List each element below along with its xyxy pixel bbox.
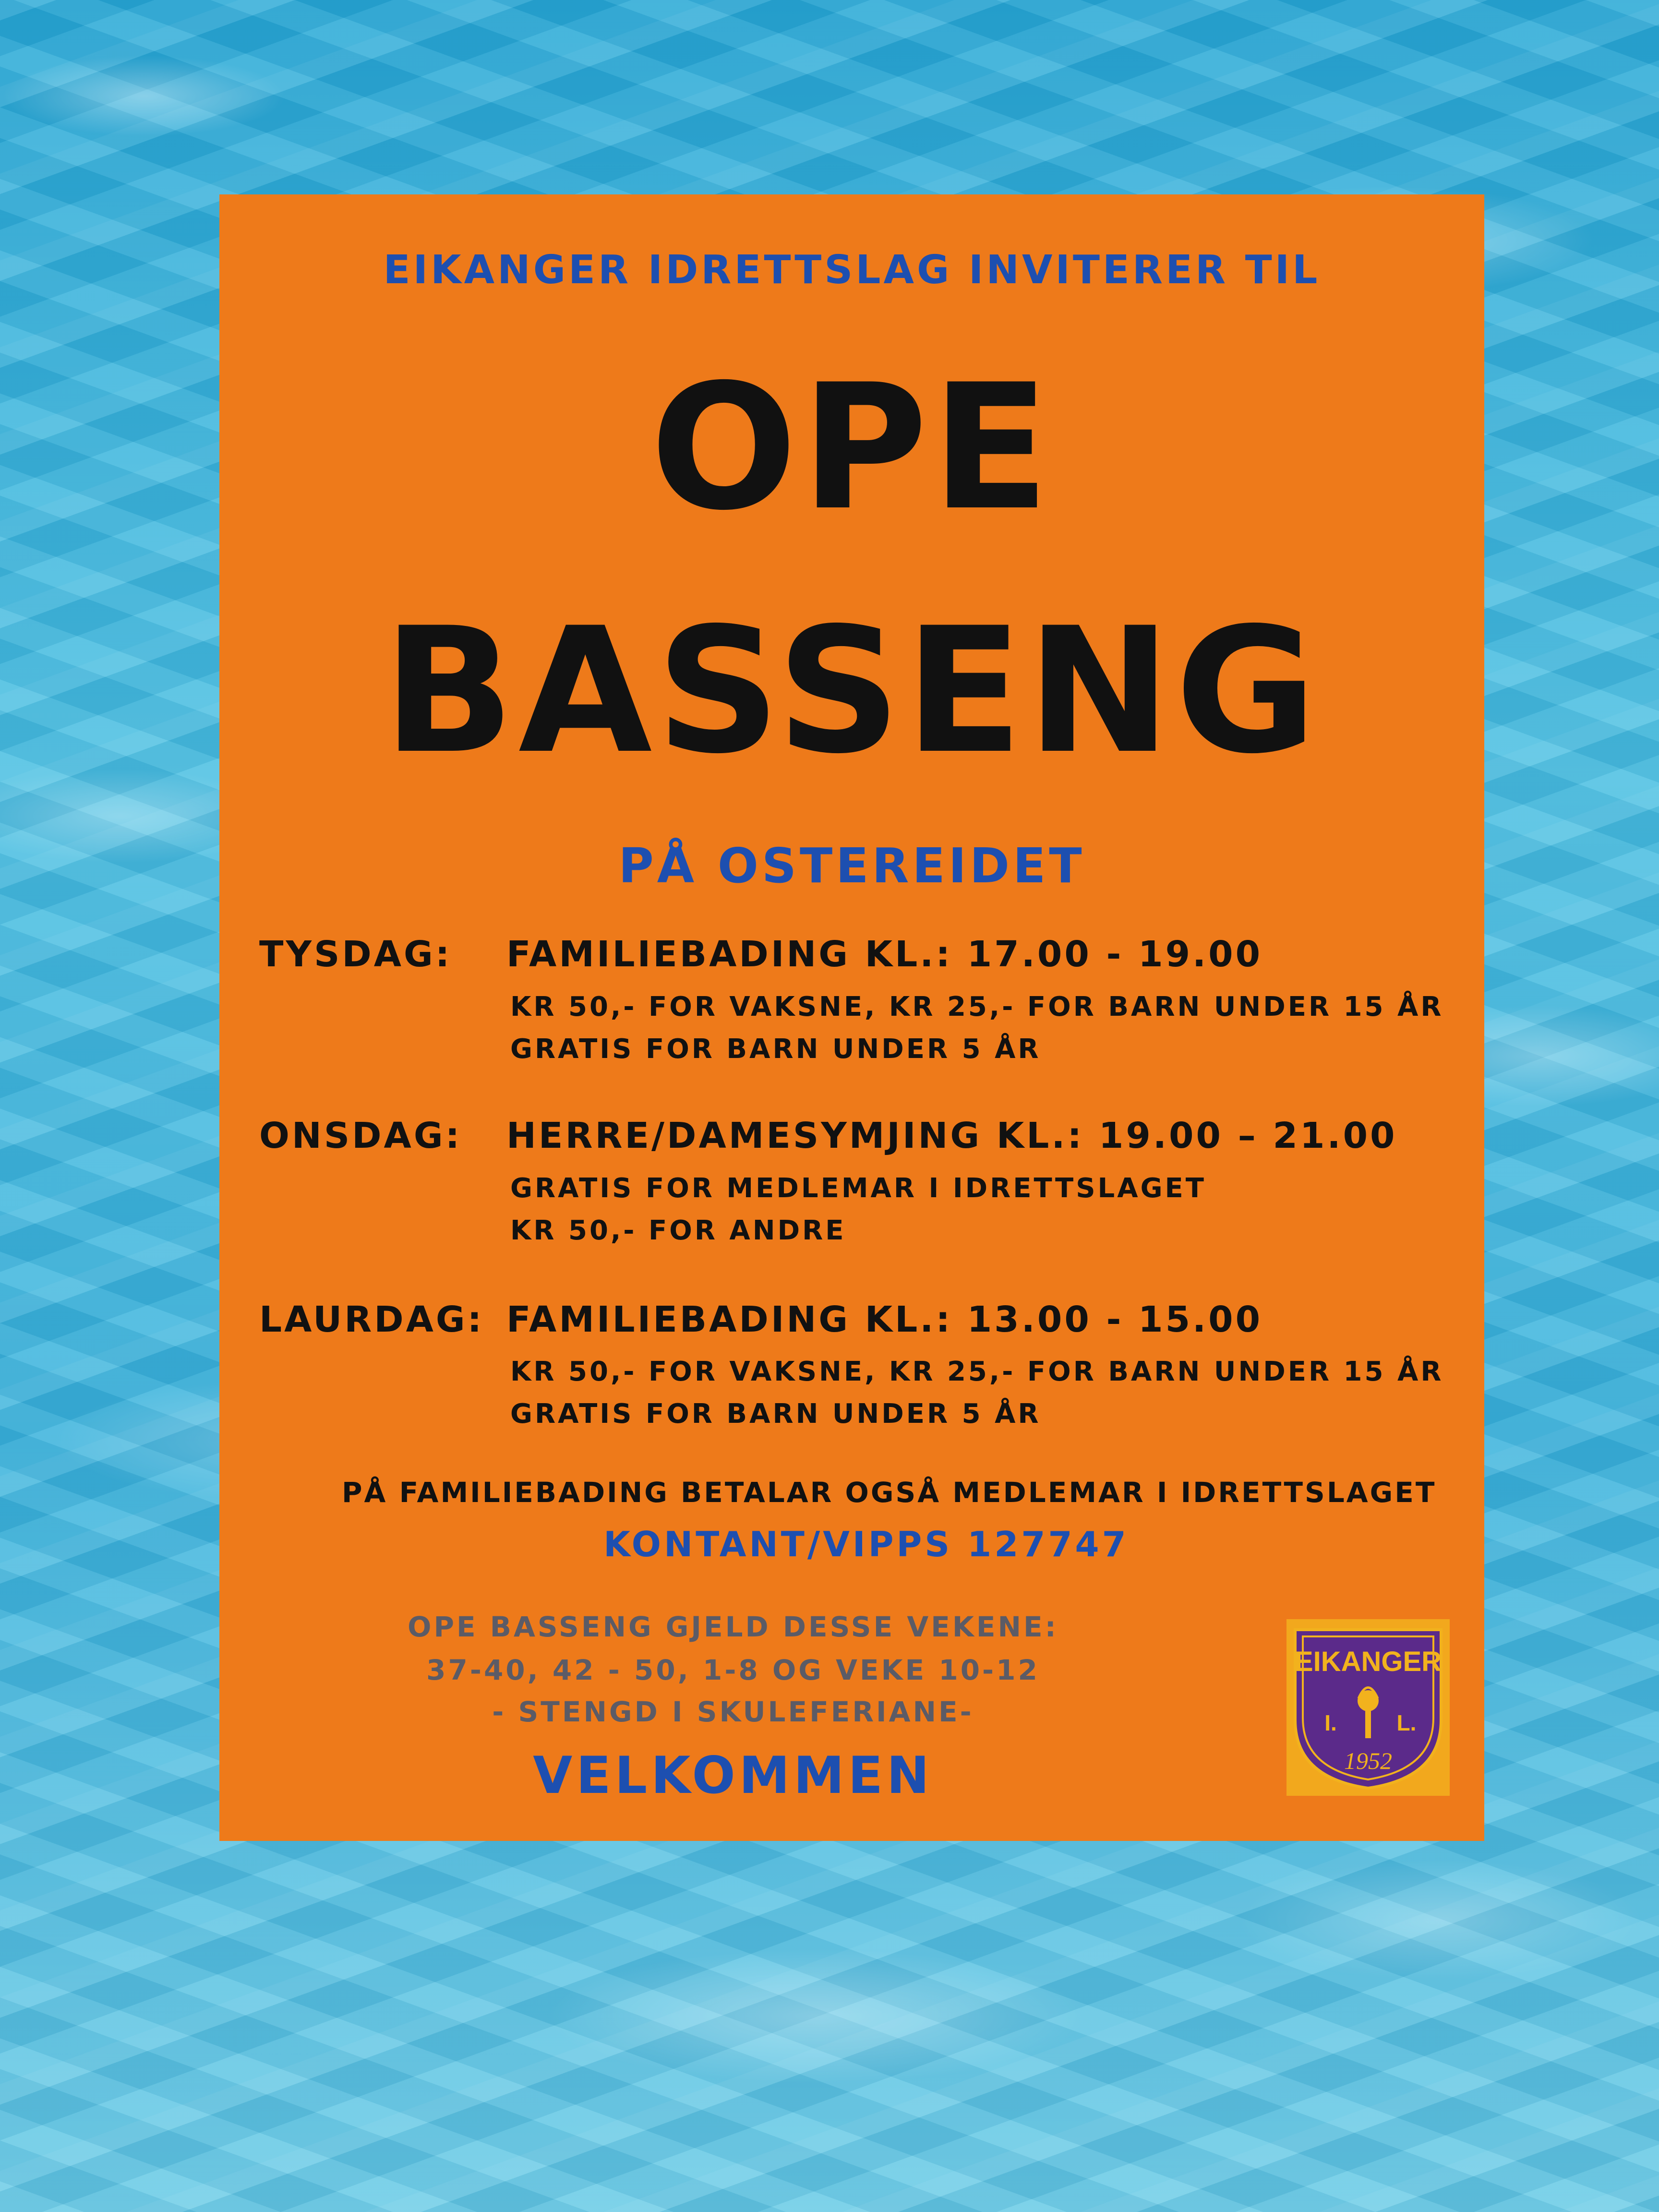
weeks-line-3: - STENGD I SKULEFERIANE- [492, 1695, 974, 1728]
logo-year: 1952 [1344, 1747, 1392, 1774]
eyebrow-text: EIKANGER IDRETTSLAG INVITERER TIL [383, 247, 1321, 293]
schedule-detail: KR 50,- FOR VAKSNE, KR 25,- FOR BARN UNDER 15 ÅR [510, 1356, 1444, 1387]
logo-initial-left: I. [1324, 1710, 1337, 1735]
schedule-detail: GRATIS FOR BARN UNDER 5 ÅR [510, 1398, 1041, 1430]
club-logo [1286, 1619, 1450, 1796]
weeks-line-2: 37-40, 42 - 50, 1-8 OG VEKE 10-12 [426, 1654, 1040, 1686]
schedule-detail: GRATIS FOR MEDLEMAR I IDRETTSLAGET [510, 1173, 1206, 1204]
schedule-day: ONSDAG: [259, 1115, 462, 1156]
weeks-line-1: OPE BASSENG GJELD DESSE VEKENE: [408, 1611, 1058, 1643]
schedule-detail: KR 50,- FOR VAKSNE, KR 25,- FOR BARN UNDER 15 ÅR [510, 991, 1444, 1022]
title-line-1: OPE [650, 347, 1054, 548]
logo-initial-right: L. [1396, 1710, 1417, 1735]
location-text: PÅ OSTEREIDET [618, 838, 1085, 894]
shield-icon [1286, 1619, 1450, 1796]
title-line-2: BASSENG [383, 590, 1321, 792]
schedule-detail: GRATIS FOR BARN UNDER 5 ÅR [510, 1034, 1041, 1065]
schedule-activity: FAMILIEBADING KL.: 17.00 - 19.00 [506, 934, 1263, 975]
schedule-activity: HERRE/DAMESYMJING KL.: 19.00 – 21.00 [506, 1115, 1397, 1156]
schedule-detail: KR 50,- FOR ANDRE [510, 1215, 846, 1246]
payment-info: KONTANT/VIPPS 127747 [603, 1524, 1129, 1564]
schedule-day: LAURDAG: [259, 1299, 484, 1340]
schedule-activity: FAMILIEBADING KL.: 13.00 - 15.00 [506, 1299, 1263, 1340]
schedule-day: TYSDAG: [259, 934, 452, 975]
payment-note: PÅ FAMILIEBADING BETALAR OGSÅ MEDLEMAR I IDRETTSLAGET [342, 1476, 1437, 1509]
poster-panel [219, 194, 1484, 1841]
logo-top-text: EIKANGER [1294, 1646, 1442, 1677]
welcome-text: VELKOMMEN [533, 1746, 933, 1805]
